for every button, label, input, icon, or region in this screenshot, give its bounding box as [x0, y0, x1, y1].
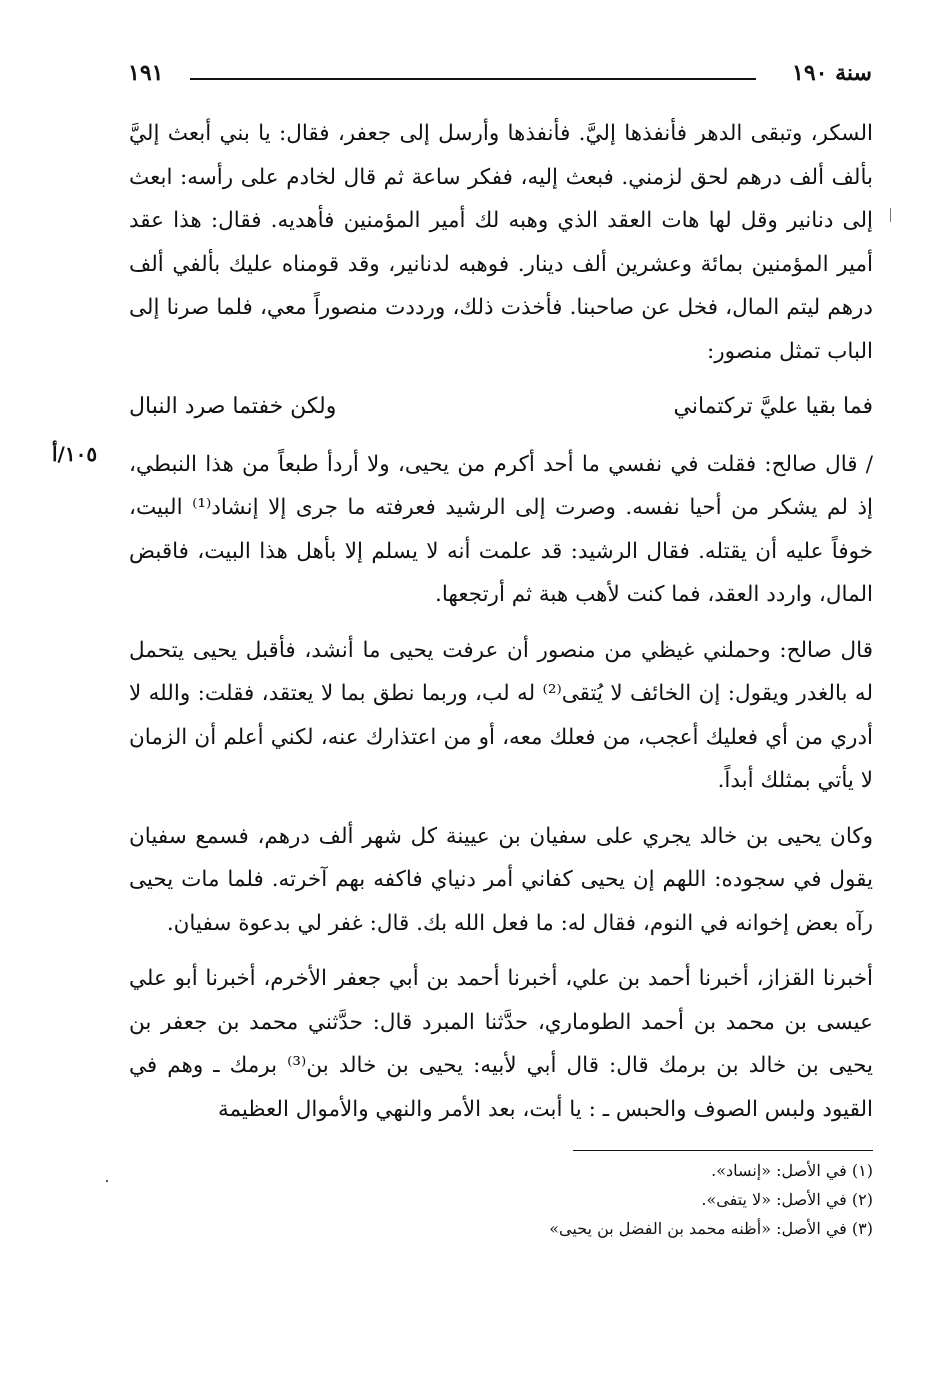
footnotes: [129, 1156, 873, 1243]
scan-speck: [106, 1180, 108, 1182]
paragraph-1: السكر، وتبقى الدهر فأنفذها إليَّ. فأنفذها وأرسل إلى جعفر، فقال: يا بني أبعث إليَّ بألف ألف درهم لحق لزمني. فبعث إليه، ففكر ساعة ثم قال لخادم على رأسه: ابعث إلى دنانير وقل لها هات العقد الذي وهبه لك أمير المؤمنين فأهديه. فقال: هذا عقد أمير المؤمنين بمائة وعشرين ألف دينار. فوهبه لدنانير، وقد قومناه عليك بألفي ألف درهم ليتم المال، فخل عن صاحبنا. فأخذت ذلك، ورددت منصوراً معي، فلما صرنا إلى الباب تمثل منصور:: [129, 121, 873, 364]
paragraph-2: / قال صالح: فقلت في نفسي ما أحد أكرم من يحيى، ولا أردأ طبعاً من هذا النبطي، إذ لم يشكر من أحيا نفسه. وصرت إلى الرشيد فعرفته ما جرى إلا إنشاد⁽¹⁾ البيت، خوفاً عليه أن يقتله. فقال الرشيد: قد علمت أنه لا يسلم إلا بأهل هذا البيت، فاقبض المال، واردد العقد، فما كنت لأهب هبة ثم أرتجعها.: [129, 451, 874, 607]
page-header: [128, 56, 872, 96]
footnote-1: (١) في الأصل: «إنساد».: [711, 1161, 873, 1180]
footnote-3: (٣) في الأصل: «أظنه محمد بن الفضل بن يحيى»: [549, 1219, 873, 1238]
header-rule: [190, 78, 756, 80]
paragraph-4: وكان يحيى بن خالد يجري على سفيان بن عيينة كل شهر ألف درهم، فسمع سفيان يقول في سجوده: اللهم إن يحيى كفاني أمر دنياي فاكفه بهم آخرته. فلما مات يحيى رآه بعض إخوانه في النوم، فقال له: ما فعل الله بك. قال: غفر لي بدعوة سفيان.: [129, 823, 873, 936]
verse-second-hemistich: ولكن خفتما صرد النبال: [129, 394, 337, 419]
verse-first-hemistich: فما بقيا عليَّ تركتماني: [673, 394, 873, 419]
folio-margin-note: ١٠٥/أ: [52, 442, 98, 466]
margin-mark: [890, 208, 891, 222]
paragraph-5: أخبرنا القزاز، أخبرنا أحمد بن علي، أخبرنا أحمد بن أبي جعفر الأخرم، أخبرنا أبو علي عيسى بن محمد بن أحمد الطوماري، حدَّثنا المبرد قال: حدَّثني محمد بن جعفر بن يحيى بن خالد بن برمك قال: قال أبي لأبيه: يحيى بن خالد بن⁽³⁾ برمك ـ وهم في القيود ولبس الصوف والحبس ـ : يا أبت، بعد الأمر والنهي والأموال العظيمة: [129, 966, 873, 1122]
poem-verse: [129, 385, 873, 429]
footnote-2: (٢) في الأصل: «لا يتفى».: [701, 1190, 873, 1209]
running-head-year: سنة ١٩٠: [792, 60, 872, 86]
footnote-rule: [573, 1150, 873, 1151]
paragraph-3: قال صالح: وحملني غيظي من منصور أن عرفت يحيى ما أنشد، فأقبل يحيى يتحمل له بالغدر ويقول: إن الخائف لا يُتقى⁽²⁾ له لب، وربما نطق بما لا يعتقد، فقلت: والله لا أدري من أي فعليك أعجب، من فعلك معه، أو من اعتذارك عنه، لكني أعلم أن الزمان لا يأتي بمثلك أبداً.: [129, 637, 873, 793]
page-number: ١٩١: [128, 60, 164, 86]
main-text: [129, 112, 873, 1143]
